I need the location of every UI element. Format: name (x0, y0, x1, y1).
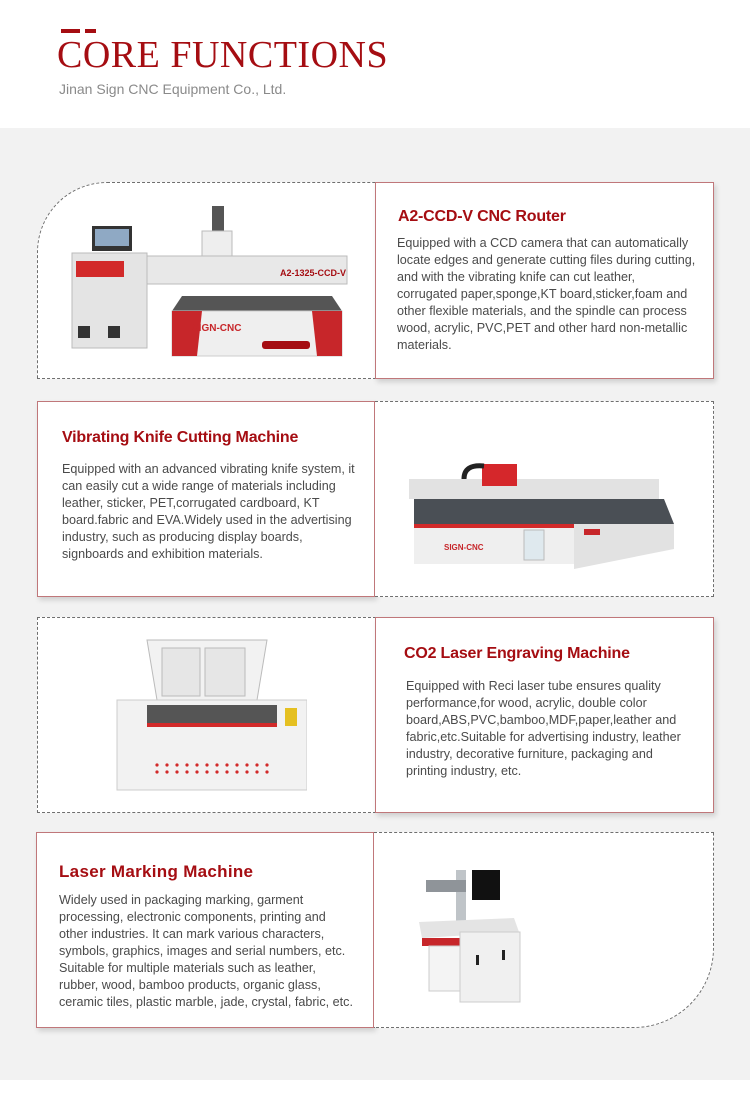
svg-text:SIGN-CNC: SIGN-CNC (192, 322, 242, 334)
product-image-frame-vibrating-knife (375, 401, 714, 597)
page-title: CORE FUNCTIONS (57, 34, 389, 76)
product-description: Equipped with an advanced vibrating knife system, it can easily cut a wide range of materials including leather, sticker, PET,corrugated cardboard, KT board.fabric and EVA.Widely used in the advertising industry, such as producing display boards, signboards and exhibition materials. (62, 462, 355, 561)
page-header (0, 0, 750, 128)
product-card-vibrating-knife (37, 401, 375, 597)
product-description: Equipped with Reci laser tube ensures quality performance,for wood, acrylic, double color board,ABS,PVC,bamboo,MDF,paper,leather and fabric,etc.Suitable for advertising industry, leather industry, decorative furniture, packaging and printing industry, etc. (406, 679, 681, 778)
svg-text:SIGN-CNC: SIGN-CNC (444, 543, 484, 552)
product-card-cnc-router (375, 182, 714, 379)
product-description: Widely used in packaging marking, garment processing, electronic components, printing and other industries. It can mark various characters, symbols, graphics, images and serial numbers, etc. Suitable for multiple materials such as leather, rubber, wood, bamboo products, organic glass, ceramic tiles, plastic marble, jade, crystal, fabric, etc. (59, 893, 353, 1009)
product-title: Laser Marking Machine (59, 862, 254, 881)
cnc-router-image (62, 201, 352, 361)
product-image-frame-laser-marking (374, 832, 714, 1028)
svg-text:A2-1325-CCD-V: A2-1325-CCD-V (280, 267, 347, 278)
product-title: Vibrating Knife Cutting Machine (62, 429, 299, 446)
laser-marking-image (414, 850, 614, 1010)
product-image-frame-cnc-router (37, 182, 376, 379)
product-title: A2-CCD-V CNC Router (398, 208, 566, 225)
title-accent-bar-short (85, 29, 96, 33)
product-image-frame-co2-laser (37, 617, 376, 813)
product-card-laser-marking (36, 832, 374, 1028)
vibrating-knife-image (404, 424, 684, 574)
company-name: Jinan Sign CNC Equipment Co., Ltd. (59, 81, 287, 97)
co2-laser-image (107, 630, 307, 800)
title-accent-bar (61, 29, 80, 33)
product-description: Equipped with a CCD camera that can automatically locate edges and generate cutting files during cutting, and with the vibrating knife can cut leather, corrugated paper,sponge,KT board,sticker,foam and other flexible materials, and the spindle can process wood, acrylic, PVC,PET and other hard non-metallic materials. (397, 236, 696, 352)
product-title: CO2 Laser Engraving Machine (404, 645, 630, 662)
product-card-co2-laser (375, 617, 714, 813)
